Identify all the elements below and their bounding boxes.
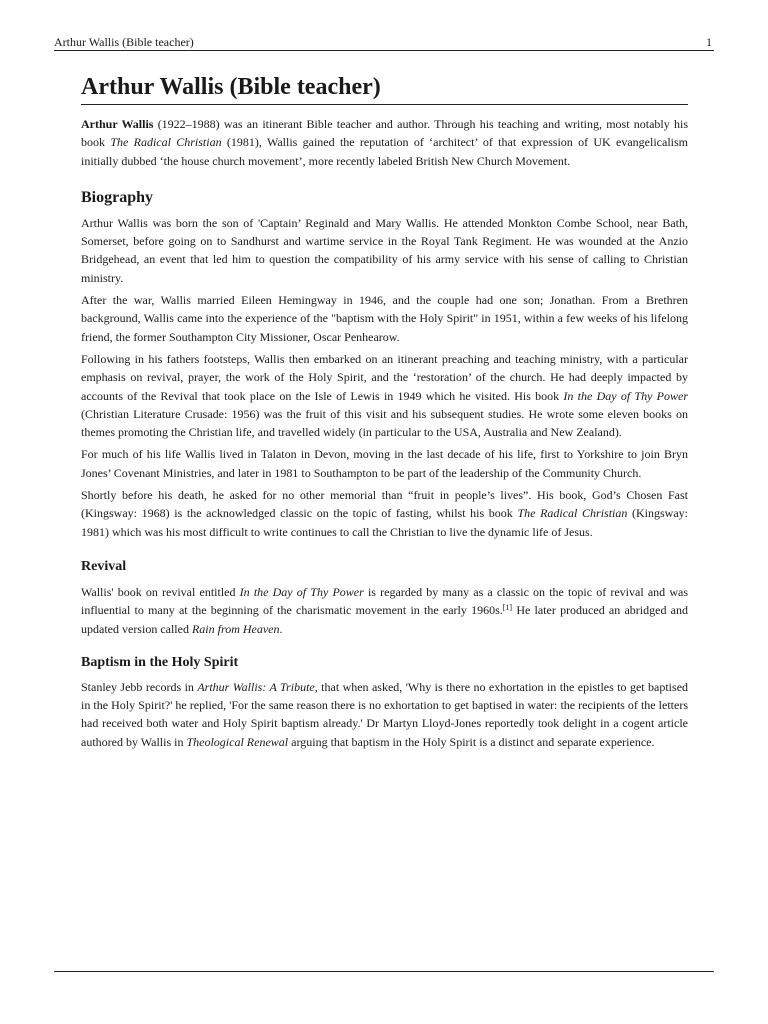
book-title: In the Day of Thy Power: [563, 388, 688, 403]
revival-text-3: He later produced an abridged and updated version called: [81, 603, 689, 636]
article-body: [81, 72, 688, 755]
baptism-paragraph: [81, 678, 688, 751]
reference-link[interactable]: [1]: [502, 603, 513, 613]
lead-text-2: (1981), Wallis gained the reputation of ‘architect’ of that expression of UK evangelicalism initially dubbed ‘the house church movement’, more recently labeled British New Church Movement.: [81, 135, 689, 168]
book-title: Rain from Heaven: [191, 621, 280, 636]
section-heading-biography: Biography: [81, 188, 154, 206]
section-heading-revival: Revival: [81, 558, 127, 574]
revival-text-2: is regarded by many as a classic on the topic of revival and was influential to many at the beginning of the charismatic movement in the early 1960s.: [81, 584, 688, 618]
subject-name: Arthur Wallis: [81, 117, 154, 131]
biography-p3-text-2: (Christian Literature Crusade: 1956) was the fruit of this visit and his subsequent studies. He wrote some eleven books on themes promoting the Christian life, and travelled widely (in particular to the USA, Australia and New Zealand).: [81, 406, 688, 440]
biography-p3-text-1: Following in his fathers footsteps, Wallis then embarked on an itinerant preaching and teaching ministry, with a particular emphasis on revival, prayer, the work of the Holy Spirit, and the ‘restoration’ of the church. He had deeply impacted by accounts of the Revival that took place on the Isle of Lewis in 1949 which he visited. His book: [81, 351, 688, 403]
revival-text-4: .: [279, 621, 283, 636]
baptism-text-3: arguing that baptism in the Holy Spirit is a distinct and separate experience.: [288, 734, 655, 749]
biography-paragraph-3: [81, 350, 688, 441]
lead-paragraph: [81, 115, 688, 170]
section-heading-baptism: Baptism in the Holy Spirit: [81, 654, 239, 670]
running-title: Arthur Wallis (Bible teacher): [54, 35, 194, 49]
page-number: 1: [706, 35, 712, 49]
biography-paragraph-4: For much of his life Wallis lived in Talaton in Devon, moving in the last decade of his life, first to Yorkshire to join Bryn Jones’ Covenant Ministries, and later in 1981 to Southampton to be part of the leadership of the Community Church.: [81, 447, 688, 480]
revival-paragraph: [81, 583, 688, 638]
revival-text-1: Wallis' book on revival entitled: [81, 584, 240, 599]
biography-p5-text-1: Shortly before his death, he asked for no other memorial than “fruit in people’s lives”. His book, God’s Chosen Fast (Kingsway: 1968) is the acknowledged classic on the topic of fasting, whilst his book: [81, 488, 688, 521]
book-title: The Radical Christian: [517, 506, 628, 521]
baptism-text-1: Stanley Jebb records in: [81, 679, 198, 694]
footer-rule: [54, 971, 714, 972]
biography-paragraph-1: Arthur Wallis was born the son of 'Captain’ Reginald and Mary Wallis. He attended Monkton Combe School, near Bath, Somerset, before going on to Sandhurst and wartime service in the Royal Tank Regiment. He was wounded at the Anzio Bridgehead, an event that led him to question the compatibility of his army service with his sense of calling to Christian ministry.: [81, 215, 688, 285]
biography-paragraph-2: After the war, Wallis married Eileen Hemingway in 1946, and the couple had one son; Jonathan. From a Brethren background, Wallis came into the experience of the "baptism with the Holy Spirit" in 1951, within a few weeks of his lifelong friend, the former Southampton City Missioner, Oscar Penhearow.: [81, 293, 688, 344]
biography-p5-text-2: (Kingsway: 1981) which was his most difficult to write continues to call the Christian to live the dynamic life of Jesus.: [81, 506, 688, 539]
biography-paragraph-5: [81, 486, 688, 541]
lead-text-1: (1922–1988) was an itinerant Bible teacher and author. Through his teaching and writing, most notably his book: [81, 117, 688, 150]
book-title: In the Day of Thy Power: [239, 584, 364, 599]
article-title: Arthur Wallis (Bible teacher): [81, 72, 688, 105]
journal-title: Theological Renewal: [186, 734, 289, 749]
book-title: The Radical Christian: [110, 135, 222, 150]
running-header: [54, 36, 714, 51]
baptism-text-2: , that when asked, 'Why is there no exhortation in the epistles to get baptised in the Holy Spirit?' he replied, 'For the same reason there is no exhortation to get baptised in water: the recipients of the letters had received both water and Holy Spirit baptism already.' Dr Martyn Lloyd-Jones reportedly took delight in a cogent article authored by Wallis in: [81, 679, 689, 749]
book-title: Arthur Wallis: A Tribute: [197, 679, 315, 694]
